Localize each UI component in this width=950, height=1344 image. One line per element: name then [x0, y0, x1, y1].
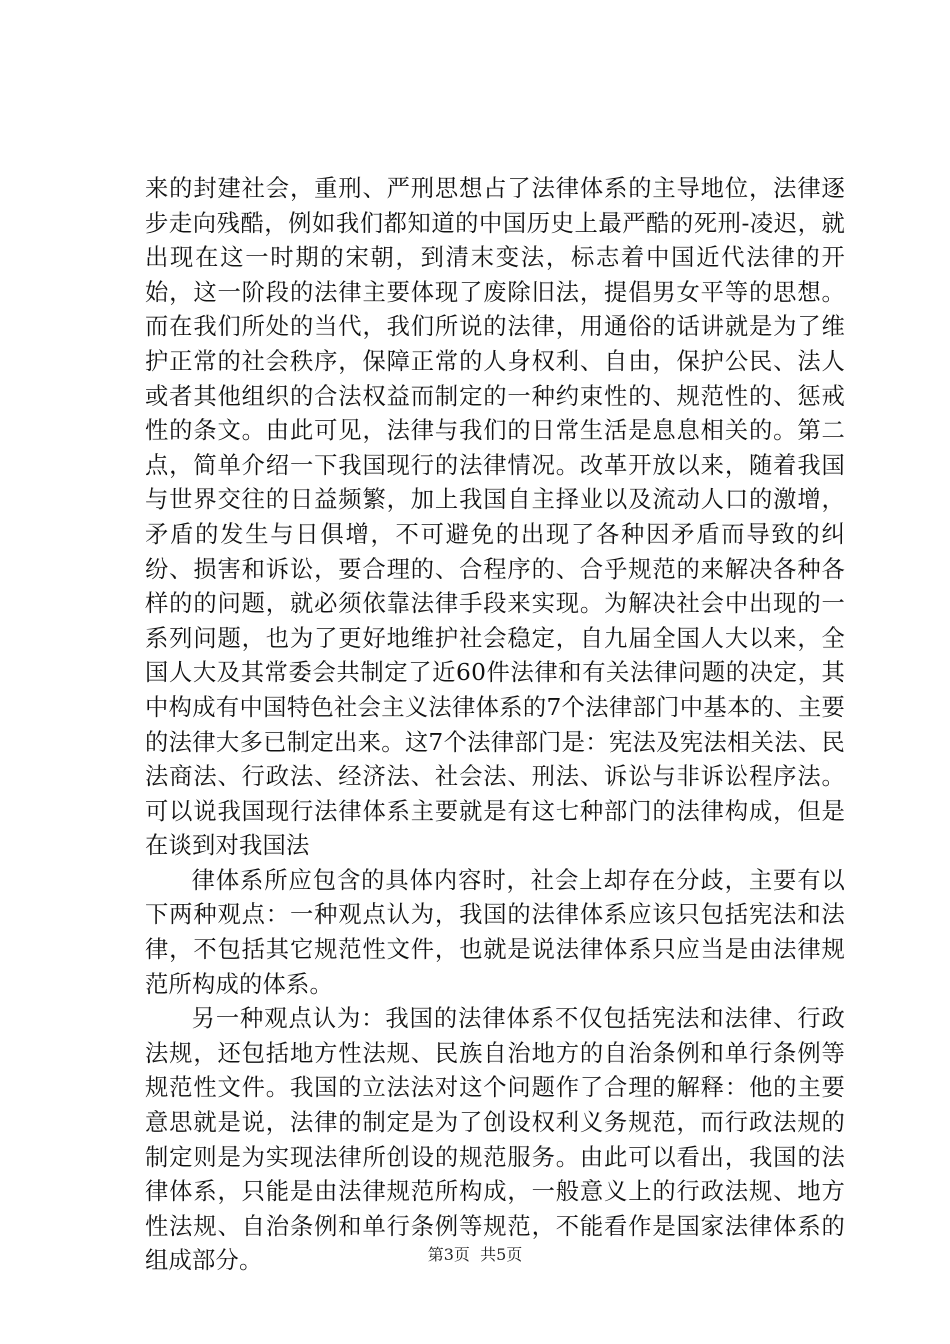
page-number-footer: 第3页 共5页: [427, 1245, 523, 1264]
document-body: [145, 172, 845, 1279]
paragraph-2: 律体系所应包含的具体内容时，社会上却存在分歧，主要有以下两种观点：一种观点认为，我国的法律体系应该只包括宪法和法律，不包括其它规范性文件，也就是说法律体系只应当是由法律规范所构成的体系。: [145, 866, 845, 998]
paragraph-3: 另一种观点认为：我国的法律体系不仅包括宪法和法律、行政法规，还包括地方性法规、民族自治地方的自治条例和单行条例等规范性文件。我国的立法法对这个问题作了合理的解释：他的主要意思就是说，法律的制定是为了创设权利义务规范，而行政法规的制定则是为实现法律所创设的规范服务。由此可以看出，我国的法律体系，只能是由法律规范所构成，一般意义上的行政法规、地方性法规、自治条例和单行条例等规范，不能看作是国家法律体系的组成部分。: [145, 1005, 845, 1275]
paragraph-1: 来的封建社会，重刑、严刑思想占了法律体系的主导地位，法律逐步走向残酷，例如我们都知道的中国历史上最严酷的死刑-凌迟，就出现在这一时期的宋朝，到清末变法，标志着中国近代法律的开始，这一阶段的法律主要体现了废除旧法，提倡男女平等的思想。而在我们所处的当代，我们所说的法律，用通俗的话讲就是为了维护正常的社会秩序，保障正常的人身权利、自由，保护公民、法人或者其他组织的合法权益而制定的一种约束性的、规范性的、惩戒性的条文。由此可见，法律与我们的日常生活是息息相关的。第二点，简单介绍一下我国现行的法律情况。改革开放以来，随着我国与世界交往的日益频繁，加上我国自主择业以及流动人口的激增，矛盾的发生与日俱增，不可避免的出现了各种因矛盾而导致的纠纷、损害和诉讼，要合理的、合程序的、合乎规范的来解决各种各样的的问题，就必须依靠法律手段来实现。为解决社会中出现的一系列问题，也为了更好地维护社会稳定，自九届全国人大以来，全国人大及其常委会共制定了近60件法律和有关法律问题的决定，其中构成有中国特色社会主义法律体系的7个法律部门中基本的、主要的法律大多已制定出来。这7个法律部门是：宪法及宪法相关法、民法商法、行政法、经济法、社会法、刑法、诉讼与非诉讼程序法。可以说我国现行法律体系主要就是有这七种部门的法律构成，但是在谈到对我国法: [145, 175, 845, 860]
